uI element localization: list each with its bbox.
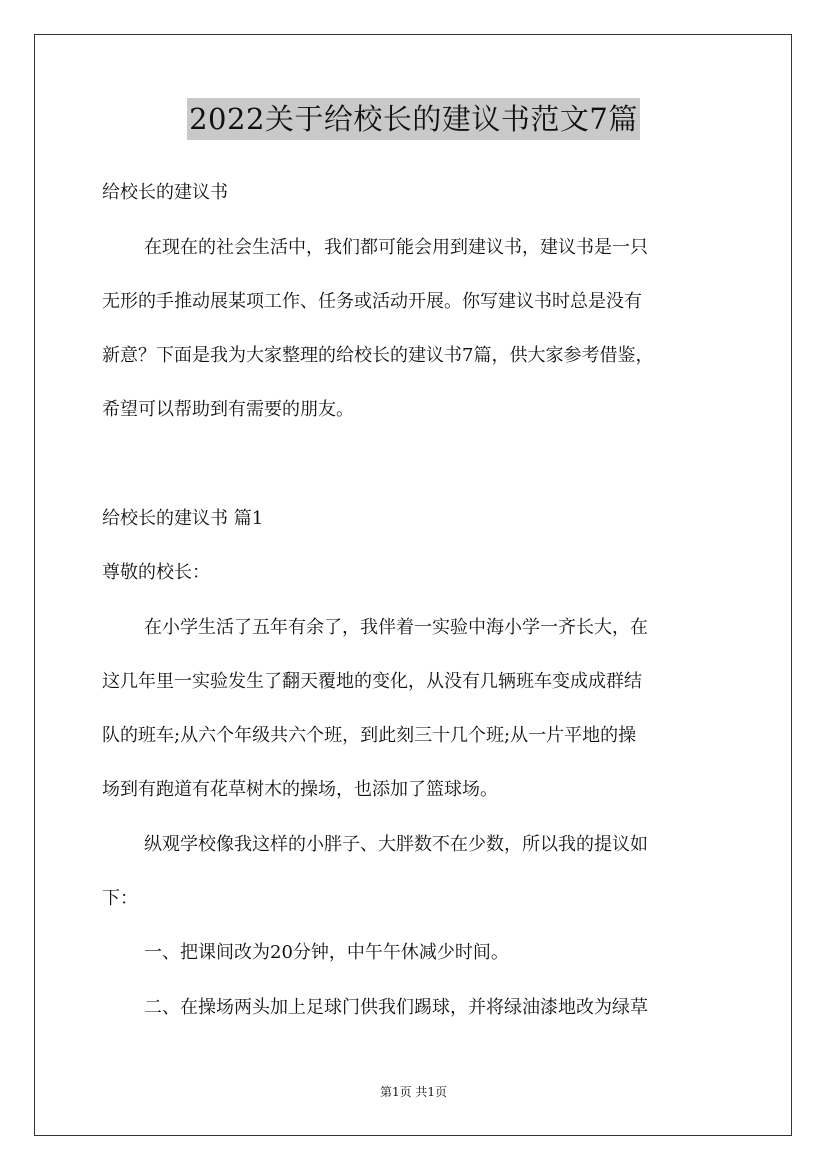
text-line: 纵观学校像我这样的小胖子、大胖数不在少数，所以我的提议如 [144,834,648,855]
text-line: 新意？下面是我为大家整理的给校长的建议书7篇，供大家参考借鉴， [102,345,654,366]
text-line: 在现在的社会生活中，我们都可能会用到建议书，建议书是一只 [144,237,648,258]
text-line: 一、把课间改为20分钟，中午午休减少时间。 [144,942,509,963]
text-line: 希望可以帮助到有需要的朋友。 [102,399,354,420]
text-line: 无形的手推动展某项工作、任务或活动开展。你写建议书时总是没有 [102,291,642,312]
text-line: 在小学生活了五年有余了，我伴着一实验中海小学一齐长大，在 [144,617,648,638]
text-line: 二、在操场两头加上足球门供我们踢球，并将绿油漆地改为绿草 [144,997,648,1018]
title-container [0,98,827,140]
text-line: 场到有跑道有花草树木的操场，也添加了篮球场。 [102,779,498,800]
page-footer: 第1页 共1页 [379,1085,448,1099]
document-title: 2022关于给校长的建议书范文7篇 [187,98,640,140]
text-line: 这几年里一实验发生了翻天覆地的变化，从没有几辆班车变成成群结 [102,671,642,692]
text-line: 队的班车;从六个年级共六个班，到此刻三十几个班;从一片平地的操 [102,725,637,746]
section-heading: 给校长的建议书 篇1 [102,508,264,529]
salutation: 尊敬的校长： [102,562,210,583]
text-line: 下： [102,888,138,909]
section-heading: 给校长的建议书 [102,182,228,203]
